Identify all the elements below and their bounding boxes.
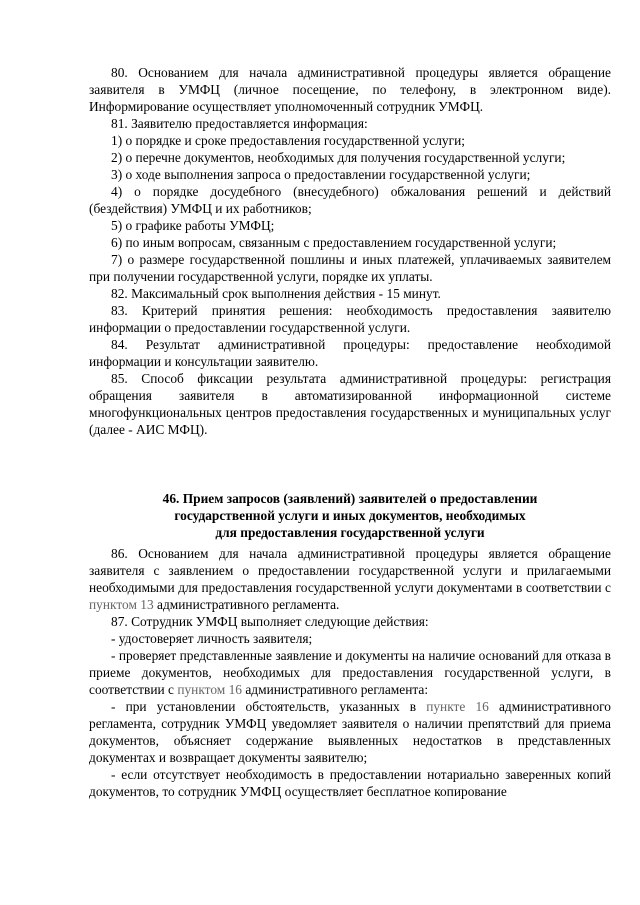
action-item-2-text: - проверяет представленные заявление и документы на наличие оснований для отказа в приеме документов, необходимых для предоставления государственной услуги, в соответствии с [89, 648, 611, 697]
action-item-3-text: - при установлении обстоятельств, указанных в [111, 699, 427, 714]
paragraph-82: 82. Максимальный срок выполнения действия - 15 минут. [111, 286, 441, 301]
heading-line-3: для предоставления государственной услуги [215, 525, 485, 540]
paragraph-80: 80. Основанием для начала административной процедуры является обращение заявителя в УМФЦ (личное посещение, по телефону, в электронном виде). Информирование осуществляет уполномоченный сотрудник УМФЦ. [89, 65, 611, 114]
list-item-4: 4) о порядке досудебного (внесудебного) обжалования решений и действий (бездействия) УМФЦ и их работников; [89, 184, 611, 216]
action-item-4: - если отсутствует необходимость в предоставлении нотариально заверенных копий документов, то сотрудник УМФЦ осуществляет бесплатное копирование [89, 767, 611, 799]
regulation-reference-link[interactable]: пунктом 13 [89, 597, 154, 612]
action-item-3-tail: административного регламента, сотрудник УМФЦ уведомляет заявителя о наличии препятствий для приема документов, объясняет содержание выявленных недостатков в представленных документах и возвращает документы заявителю; [89, 699, 611, 765]
regulation-reference-link[interactable]: пункте 16 [426, 699, 489, 714]
list-item-2: 2) о перечне документов, необходимых для получения государственной услуги; [111, 150, 566, 165]
paragraph-83: 83. Критерий принятия решения: необходимость предоставления заявителю информации о предоставлении государственной услуги. [89, 303, 611, 335]
paragraph-86-tail: административного регламента. [153, 597, 340, 612]
action-item-3 [89, 698, 611, 766]
list-item-7: 7) о размере государственной пошлины и иных платежей, уплачиваемых заявителем при получении государственной услуги, порядке их уплаты. [89, 252, 611, 284]
body-text-bottom [89, 545, 611, 800]
paragraph-86-text: 86. Основанием для начала административной процедуры является обращение заявителя с заявлением о предоставлении государственной услуги и прилагаемыми необходимыми для предоставления государственной услуги документами в соответствии с [89, 546, 611, 595]
paragraph-85: 85. Способ фиксации результата административной процедуры: регистрация обращения заявителя в автоматизированной информационной системе многофункциональных центров предоставления государственных и муниципальных услуг (далее - АИС МФЦ). [89, 371, 611, 437]
list-item-5: 5) о графике работы УМФЦ; [111, 218, 275, 233]
regulation-reference-link[interactable]: пунктом 16 [177, 682, 242, 697]
body-text-top [89, 64, 611, 438]
list-item-1: 1) о порядке и сроке предоставления государственной услуги; [111, 133, 466, 148]
heading-line-2: государственной услуги и иных документов, необходимых [174, 508, 526, 523]
heading-line-1: 46. Прием запросов (заявлений) заявителей о предоставлении [162, 491, 538, 506]
paragraph-86 [89, 545, 611, 613]
action-item-1: - удостоверяет личность заявителя; [111, 631, 313, 646]
list-item-6: 6) по иным вопросам, связанным с предоставлением государственной услуги; [111, 235, 557, 250]
action-item-2 [89, 647, 611, 698]
paragraph-87: 87. Сотрудник УМФЦ выполняет следующие действия: [111, 614, 429, 629]
section-heading [89, 490, 611, 541]
paragraph-84: 84. Результат административной процедуры: предоставление необходимой информации и консультации заявителю. [89, 337, 611, 369]
list-item-3: 3) о ходе выполнения запроса о предоставлении государственной услуги; [111, 167, 531, 182]
action-item-2-tail: административного регламента: [242, 682, 429, 697]
paragraph-81: 81. Заявителю предоставляется информация: [111, 116, 368, 131]
